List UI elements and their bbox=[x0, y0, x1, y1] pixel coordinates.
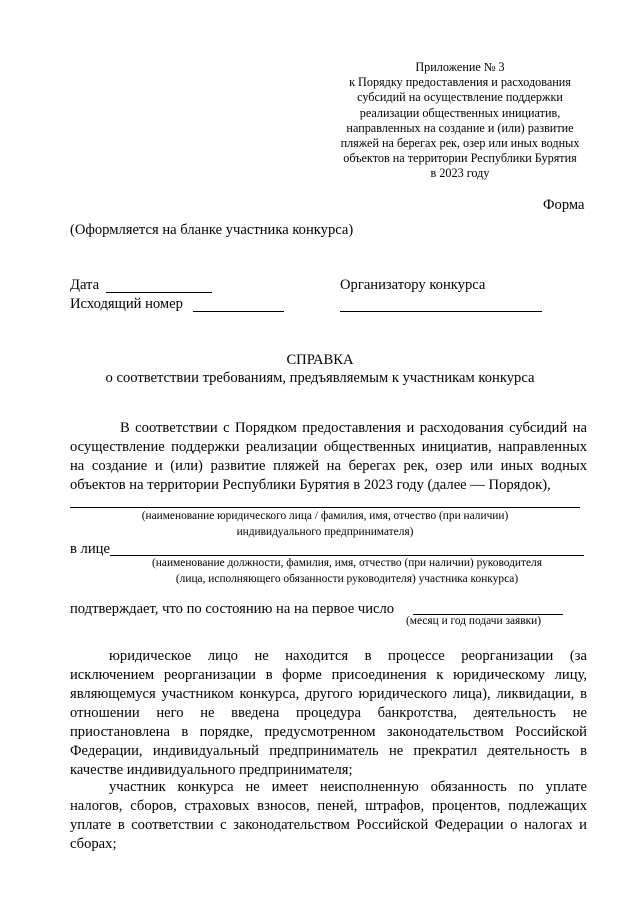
person-hint: (наименование должности, фамилия, имя, отчество (при наличии) руководителя bbox=[152, 557, 542, 569]
recipient-field[interactable] bbox=[340, 311, 542, 312]
date-label: Дата bbox=[70, 277, 100, 293]
paragraph2-line: сборах; bbox=[70, 836, 117, 852]
paragraph2-line: уплате в соответствии с законодательством Российской Федерации о налогах и bbox=[70, 817, 587, 833]
appendix-line: реализации общественных инициатив, bbox=[359, 105, 561, 120]
letterhead-note: (Оформляется на бланке участника конкурса) bbox=[70, 222, 354, 238]
paragraph1-line: приостановлена в порядке, предусмотренном законодательством Российской bbox=[70, 724, 587, 740]
person-label: в лице bbox=[70, 541, 110, 557]
paragraph1-line: являющемуся участником конкурса, другого юридического лица), ликвидации, в bbox=[70, 686, 587, 702]
paragraph1-line: качестве индивидуального предпринимателя; bbox=[70, 762, 353, 778]
appendix-header bbox=[300, 60, 620, 182]
paragraph2-line: налогов, сборов, страховых взносов, пеней, штрафов, процентов, подлежащих bbox=[70, 798, 587, 814]
entity-hint: (наименование юридического лица / фамилия, имя, отчество (при наличии) bbox=[141, 510, 509, 522]
person-hint: (лица, исполняющего обязанности руководителя) участника конкурса) bbox=[175, 573, 519, 585]
person-field[interactable] bbox=[110, 555, 584, 556]
date-field[interactable] bbox=[106, 292, 212, 293]
month-hint: (месяц и год подачи заявки) bbox=[406, 615, 542, 627]
appendix-line: направленных на создание и (или) развитие bbox=[346, 120, 574, 135]
intro-line: объектов на территории Республики Бурятия в 2023 году (далее — Порядок), bbox=[70, 477, 551, 493]
paragraph1-line: юридическое лицо не находится в процессе реорганизации (за bbox=[109, 648, 587, 664]
paragraph2-line: участник конкурса не имеет неисполненную обязанность по уплате bbox=[109, 779, 587, 795]
entity-hint: индивидуального предпринимателя) bbox=[236, 526, 414, 538]
confirms-text: подтверждает, что по состоянию на на первое число bbox=[70, 601, 395, 617]
appendix-line: Приложение № 3 bbox=[415, 60, 505, 74]
appendix-line: объектов на территории Республики Бурятия bbox=[343, 151, 577, 166]
appendix-line: субсидий на осуществление поддержки bbox=[357, 90, 563, 105]
intro-line: В соответствии с Порядком предоставления и расходования субсидий на bbox=[120, 420, 587, 436]
paragraph1-line: отношении него не введена процедура банкротства, деятельность не bbox=[70, 705, 587, 721]
form-label: Форма bbox=[543, 197, 585, 213]
outgoing-number-label: Исходящий номер bbox=[70, 296, 183, 312]
intro-line: осуществление поддержки реализации общественных инициатив, направленных bbox=[70, 439, 587, 455]
paragraph1-line: Федерации, индивидуальный предприниматель не прекратил деятельность в bbox=[70, 743, 587, 759]
appendix-line: пляжей на берегах рек, озер или иных водных bbox=[340, 136, 580, 151]
document-subtitle: о соответствии требованиям, предъявляемым к участникам конкурса bbox=[105, 370, 535, 386]
appendix-line: в 2023 году bbox=[430, 166, 490, 181]
document-title: СПРАВКА bbox=[286, 352, 354, 368]
recipient-label: Организатору конкурса bbox=[340, 277, 486, 293]
paragraph1-line: исключением реорганизации в форме присоединения к юридическому лицу, bbox=[70, 667, 587, 683]
intro-line: на создание и (или) развитие пляжей на берегах рек, озер или иных водных bbox=[70, 458, 587, 474]
outgoing-number-field[interactable] bbox=[193, 311, 284, 312]
entity-name-field[interactable] bbox=[70, 507, 580, 508]
appendix-line: к Порядку предоставления и расходования bbox=[349, 75, 571, 90]
